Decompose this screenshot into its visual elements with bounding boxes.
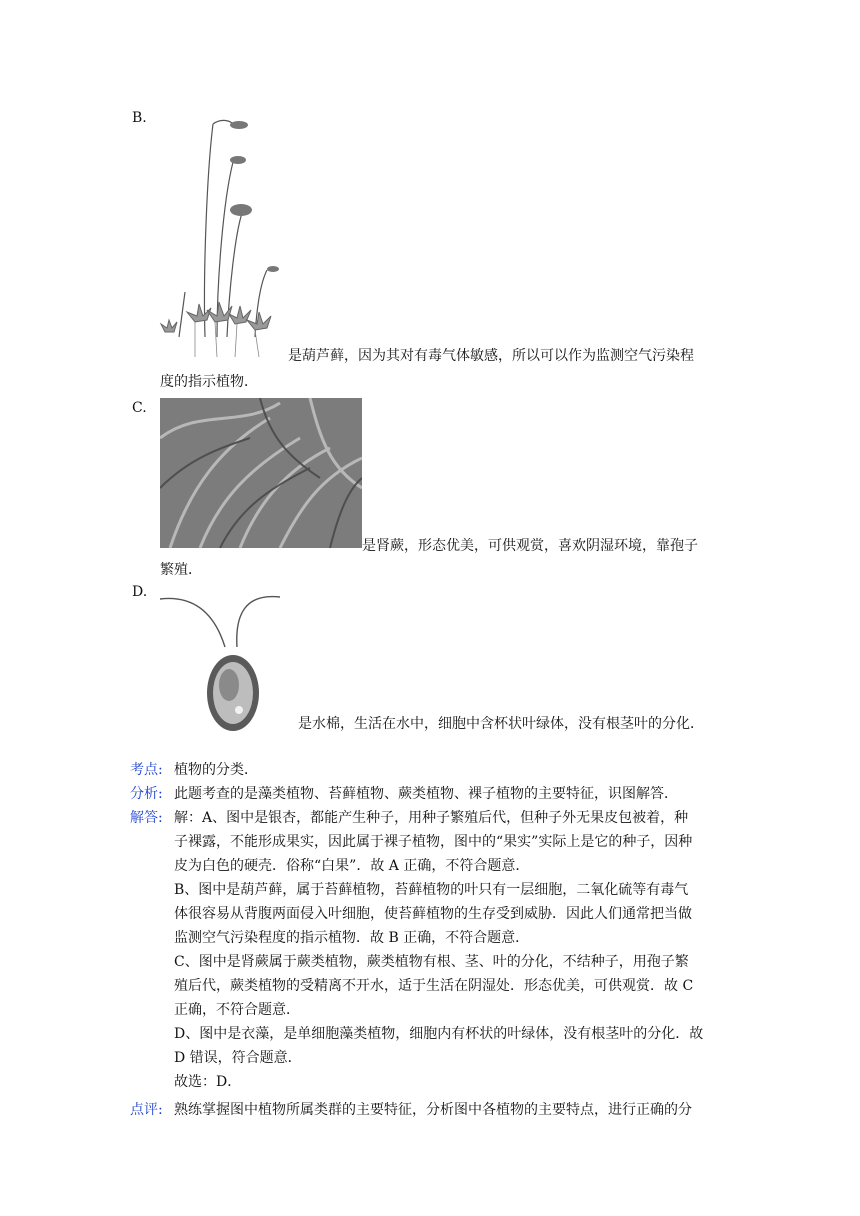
jieda-line: 皮为白色的硬壳．俗称“白果”．故 A 正确，不符合题意． <box>174 858 530 874</box>
fenxi-label: 分析: <box>130 786 163 802</box>
option-c-text-line2: 繁殖． <box>160 562 202 578</box>
kaodian-text: 植物的分类． <box>174 762 258 778</box>
jieda-line: B、图中是葫芦藓，属于苔藓植物，苔藓植物的叶只有一层细胞，二氧化硫等有毒气 <box>174 882 689 898</box>
option-b-text-line1: 是葫芦藓，因为其对有毒气体敏感，所以可以作为监测空气污染程 <box>288 348 694 364</box>
fern-photo <box>160 398 362 548</box>
fenxi-text: 此题考查的是藻类植物、苔藓植物、蕨类植物、裸子植物的主要特征，识图解答． <box>174 786 678 802</box>
option-d-letter: D. <box>132 584 148 600</box>
jieda-line: 殖后代，蕨类植物的受精离不开水，适于生活在阴湿处．形态优美，可供观赏．故 C <box>174 978 694 994</box>
kaodian-label: 考点: <box>130 762 163 778</box>
jieda-line: 正确，不符合题意． <box>174 1002 300 1018</box>
option-d-text-line1: 是水棉，生活在水中，细胞中含杯状叶绿体，没有根茎叶的分化． <box>298 716 704 732</box>
jieda-line: D 错误，符合题意． <box>174 1050 302 1066</box>
jieda-line: 故选：D． <box>174 1074 242 1090</box>
jieda-line: C、图中是肾蕨属于蕨类植物，蕨类植物有根、茎、叶的分化，不结种子，用孢子繁 <box>174 954 689 970</box>
dianping-text: 熟练掌握图中植物所属类群的主要特征，分析图中各植物的主要特点，进行正确的分 <box>174 1102 692 1118</box>
algae-illustration <box>155 585 295 735</box>
jieda-line: 解：A、图中是银杏，都能产生种子，用种子繁殖后代，但种子外无果皮包被着，种 <box>174 810 689 826</box>
jieda-line: D、图中是衣藻，是单细胞藻类植物，细胞内有杯状的叶绿体，没有根茎叶的分化．故 <box>174 1026 704 1042</box>
option-b-letter: B. <box>132 110 147 126</box>
jieda-label: 解答: <box>130 810 163 826</box>
moss-illustration <box>155 112 290 362</box>
jieda-line: 体很容易从背腹两面侵入叶细胞，使苔藓植物的生存受到威胁．因此人们通常把当做 <box>174 906 692 922</box>
jieda-line: 监测空气污染程度的指示植物．故 B 正确，不符合题意． <box>174 930 530 946</box>
option-b-text-line2: 度的指示植物． <box>160 374 258 390</box>
option-c-letter: C. <box>132 400 147 416</box>
dianping-label: 点评: <box>130 1102 163 1118</box>
jieda-line: 子裸露，不能形成果实，因此属于裸子植物，图中的“果实”实际上是它的种子，因种 <box>174 834 693 850</box>
option-c-text-line1: 是肾蕨，形态优美，可供观赏，喜欢阴湿环境，靠孢子 <box>362 538 698 554</box>
